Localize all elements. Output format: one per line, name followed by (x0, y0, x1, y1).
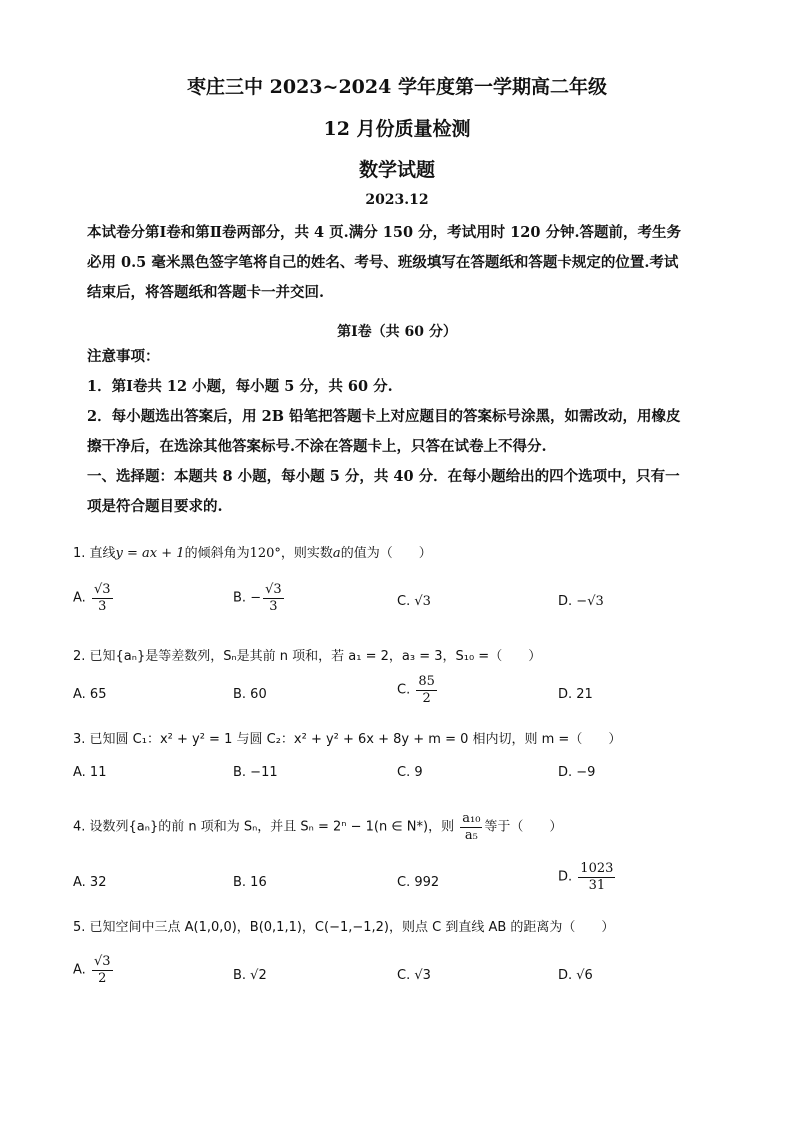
question-3: 3. 已知圆 C₁：x² + y² = 1 与圆 C₂：x² + y² + 6x + 8y + m = 0 相内切，则 m =（ ） (73, 732, 622, 747)
note-2-line-1: 2．每小题选出答案后，用 2B 铅笔把答题卡上对应题目的答案标号涂黑，如需改动，用橡皮 (87, 408, 681, 425)
exam-title: 枣庄三中 2023~2024 学年度第一学期高二年级 (187, 76, 607, 98)
q2-option-a[interactable]: A. 65 (73, 687, 107, 702)
question-4: 4. 设数列{aₙ}的前 n 项和为 Sₙ，并且 Sₙ = 2ⁿ − 1(n ∈ N*)，则 $\frac{\text{a₁₀}}{\text{a₅}}$ 等于（ ） (73, 811, 563, 843)
notes-block (87, 342, 717, 522)
question-1: 1. 直线y = ax + 1的倾斜角为120°，则实数a的值为（ ） (73, 546, 432, 561)
part1-line-1: 一、选择题：本题共 8 小题，每小题 5 分，共 40 分．在每小题给出的四个选项中，只有一 (87, 468, 680, 485)
subject-title: 数学试题 (358, 159, 435, 181)
q2-option-c[interactable]: C. $\frac{85}{2}$ (397, 674, 435, 706)
q3-option-c[interactable]: C. 9 (397, 765, 423, 780)
question-2: 2. 已知{aₙ}是等差数列，Sₙ是其前 n 项和，若 a₁ = 2，a₃ = 3，S₁₀ =（ ） (73, 649, 542, 664)
exam-subtitle: 12 月份质量检测 (323, 118, 471, 140)
q4-option-d[interactable]: D. $\frac{1023}{31}$ (558, 861, 614, 893)
q5-option-c[interactable]: C. √3 (397, 968, 431, 983)
exam-date: 2023.12 (365, 192, 429, 208)
q1-option-b[interactable]: B. − $\frac{√3}{3}$ (233, 582, 282, 614)
section-heading: 第Ⅰ卷（共 60 分） (337, 324, 457, 340)
notes-title: 注意事项： (87, 348, 160, 365)
intro-line-3: 结束后，将答题纸和答题卡一并交回. (87, 284, 325, 301)
intro-line-2: 必用 0.5 毫米黑色签字笔将自己的姓名、考号、班级填写在答题纸和答题卡规定的位置.考试 (87, 254, 679, 271)
q2-option-d[interactable]: D. 21 (558, 687, 593, 702)
note-1: 1．第Ⅰ卷共 12 小题，每小题 5 分，共 60 分. (87, 378, 393, 395)
q1-option-c[interactable]: C. √3 (397, 594, 431, 609)
intro-paragraph (87, 218, 717, 308)
q3-option-d[interactable]: D. −9 (558, 765, 596, 780)
q2-option-b[interactable]: B. 60 (233, 687, 267, 702)
q3-option-a[interactable]: A. 11 (73, 765, 107, 780)
q3-option-b[interactable]: B. −11 (233, 765, 278, 780)
q4-option-c[interactable]: C. 992 (397, 875, 440, 890)
intro-line-1: 本试卷分第Ⅰ卷和第Ⅱ卷两部分，共 4 页.满分 150 分，考试用时 120 分钟.答题前，考生务 (87, 224, 682, 241)
question-5: 5. 已知空间中三点 A(1,0,0)，B(0,1,1)，C(−1,−1,2)，则点 C 到直线 AB 的距离为（ ） (73, 920, 615, 935)
note-2-line-2: 擦干净后，在选涂其他答案标号.不涂在答题卡上，只答在试卷上不得分. (87, 438, 547, 455)
q1-angle: 120° (249, 546, 281, 561)
q4-fraction: $\frac{\text{a₁₀}}{\text{a₅}}$ (462, 811, 481, 843)
q4-option-a[interactable]: A. 32 (73, 875, 107, 890)
q4-option-b[interactable]: B. 16 (233, 875, 267, 890)
q5-option-a[interactable]: A. $\frac{√3}{2}$ (73, 954, 111, 986)
q5-option-b[interactable]: B. √2 (233, 968, 267, 983)
q5-option-d[interactable]: D. √6 (558, 968, 593, 983)
q1-option-d[interactable]: D. −√3 (558, 594, 604, 609)
q1-option-a[interactable]: A. $\frac{√3}{3}$ (73, 582, 111, 614)
part1-line-2: 项是符合题目要求的. (87, 498, 223, 515)
q1-equation: y = ax + 1 (115, 546, 185, 561)
